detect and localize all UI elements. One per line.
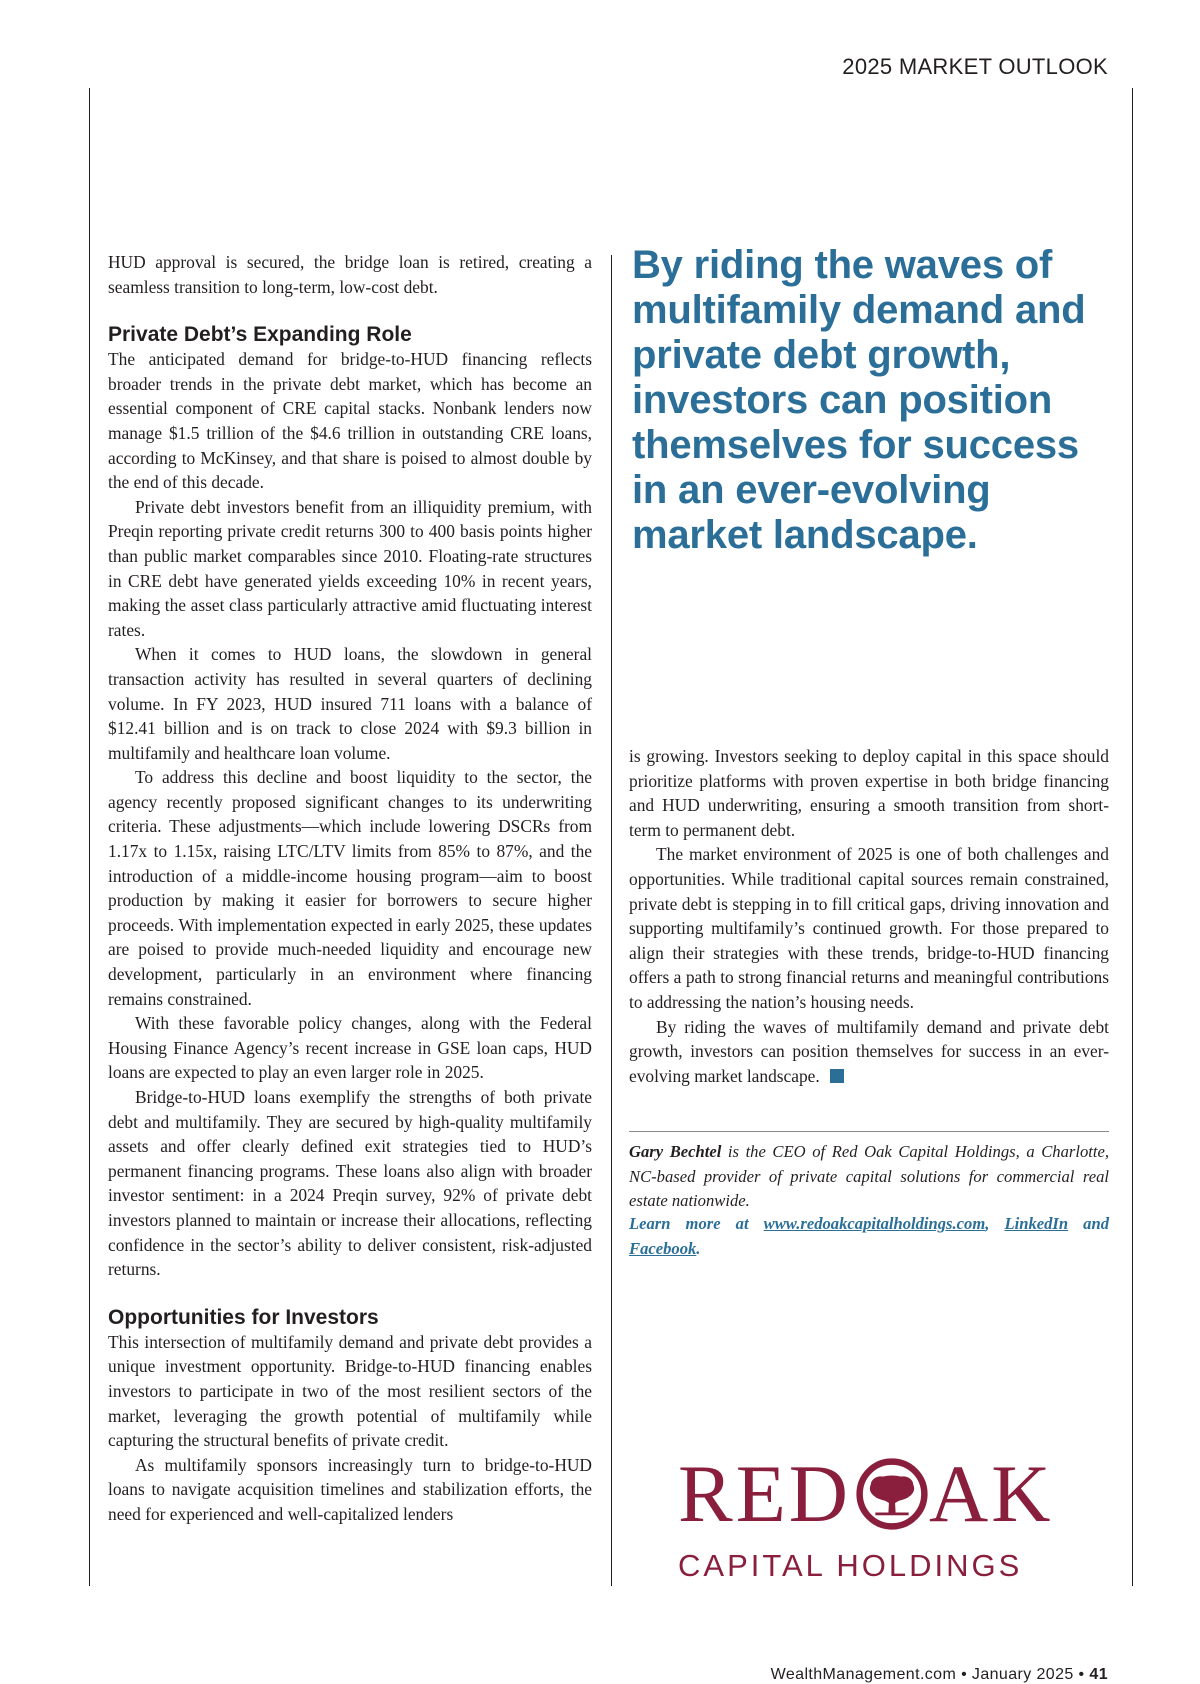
footer-issue: January 2025 xyxy=(971,1666,1074,1683)
footer-site: WealthManagement.com xyxy=(770,1666,957,1683)
website-link[interactable]: www.redoakcapitalholdings.com xyxy=(763,1214,986,1233)
logo-wordmark xyxy=(678,1448,1062,1539)
learn-more-text xyxy=(629,1212,1109,1261)
page-number: 41 xyxy=(1089,1666,1108,1683)
page-footer xyxy=(771,1666,1108,1684)
footer-separator: • xyxy=(1073,1666,1090,1683)
oak-tree-icon xyxy=(855,1457,929,1531)
closing-text: By riding the waves of multifamily demand and private debt growth, investors can position themselves for success in an ever-evolving market landscape. xyxy=(629,1016,1109,1086)
logo-subtitle: CAPITAL HOLDINGS xyxy=(678,1548,1023,1583)
conjunction: and xyxy=(1068,1214,1109,1233)
right-margin-rule xyxy=(1132,88,1133,1586)
paragraph: To address this decline and boost liquidity to the sector, the agency recently proposed significant changes to its underwriting criteria. These adjustments—which include lowering DSCRs from 1.17x to 1.15x, raising LTC/LTV limits from 85% to 87%, and the introduction of a middle-income housing program—aim to boost production by making it easier for borrowers to secure higher proceeds. With implementation expected in early 2025, these updates are poised to provide much-needed liquidity and encourage new development, particularly in an environment where financing remains constrained. xyxy=(108,767,592,1009)
author-name: Gary Bechtel xyxy=(629,1142,722,1161)
left-margin-rule xyxy=(89,88,90,1586)
period: . xyxy=(696,1238,701,1258)
pull-quote: By riding the waves of multifamily demand and private debt growth, investors can position themselves for success in an ever-evolving market landscape. xyxy=(632,243,1086,557)
section-title: 2025 MARKET OUTLOOK xyxy=(842,54,1108,79)
bio-divider xyxy=(629,1131,1109,1132)
column-divider-rule xyxy=(611,255,612,1586)
right-column xyxy=(629,744,1109,1088)
linkedin-link[interactable]: LinkedIn xyxy=(1004,1214,1069,1233)
logo-text-right: AK xyxy=(929,1448,1054,1539)
section-heading: Private Debt’s Expanding Role xyxy=(108,323,412,347)
bio-text xyxy=(629,1140,1109,1214)
separator: , xyxy=(985,1214,1005,1233)
author-bio xyxy=(629,1140,1109,1214)
footer-separator: • xyxy=(956,1666,972,1683)
paragraph: As multifamily sponsors increasingly turn to bridge-to-HUD loans to navigate acquisition timelines and stabilization efforts, the need for experienced and well-capitalized lenders xyxy=(108,1454,592,1524)
red-oak-logo xyxy=(678,1448,1062,1584)
logo-text-left: RED xyxy=(678,1448,851,1539)
facebook-link[interactable]: Facebook xyxy=(629,1238,697,1258)
paragraph: With these favorable policy changes, along with the Federal Housing Finance Agency’s recent increase in GSE loan caps, HUD loans are expected to play an even larger role in 2025. xyxy=(108,1013,592,1083)
bio-description: is the CEO of Red Oak Capital Holdings, a Charlotte, NC-based provider of private capital solutions for commercial real estate nationwide. xyxy=(629,1142,1109,1211)
paragraph: The anticipated demand for bridge-to-HUD financing reflects broader trends in the private debt market, which has become an essential component of CRE capital stacks. Nonbank lenders now manage $1.5 trillion of the $4.6 trillion in outstanding CRE loans, according to McKinsey, and that share is poised to almost double by the end of this decade. xyxy=(108,349,592,493)
learn-more xyxy=(629,1212,1109,1261)
paragraph: This intersection of multifamily demand and private debt provides a unique investment opportunity. Bridge-to-HUD financing enables investors to participate in two of the most resilient sectors of the market, leveraging the growth potential of multifamily while capturing the structural benefits of private credit. xyxy=(108,1331,592,1451)
end-mark-icon xyxy=(830,1069,844,1083)
paragraph: Bridge-to-HUD loans exemplify the strengths of both private debt and multifamily. They are secured by high-quality multifamily assets and offer clearly defined exit strategies tied to HUD’s permanent financing programs. These loans also align with broader investor sentiment: in a 2024 Preqin survey, 92% of private debt investors planned to maintain or increase their allocations, reflecting confidence in the sector’s ability to deliver consistent, risk-adjusted returns. xyxy=(108,1087,592,1280)
paragraph: Private debt investors benefit from an illiquidity premium, with Preqin reporting private credit returns 300 to 400 basis points higher than public market comparables since 2010. Floating-rate structures in CRE debt have generated yields exceeding 10% in recent years, making the asset class particularly attractive amid fluctuating interest rates. xyxy=(108,496,592,640)
section-heading: Opportunities for Investors xyxy=(108,1305,379,1329)
paragraph: HUD approval is secured, the bridge loan is retired, creating a seamless transition to long-term, low-cost debt. xyxy=(108,252,592,297)
paragraph xyxy=(629,1015,1109,1089)
paragraph: is growing. Investors seeking to deploy capital in this space should prioritize platforms with proven expertise in both bridge financing and HUD underwriting, ensuring a smooth transition from short-term to permanent debt. xyxy=(629,746,1109,840)
paragraph: The market environment of 2025 is one of both challenges and opportunities. While traditional capital sources remain constrained, private debt is stepping in to fill critical gaps, driving innovation and supporting multifamily’s continued growth. For those prepared to align their strategies with these trends, bridge-to-HUD financing offers a path to strong financial returns and meaningful contributions to addressing the nation’s housing needs. xyxy=(629,844,1109,1012)
paragraph: When it comes to HUD loans, the slowdown in general transaction activity has resulted in several quarters of declining volume. In FY 2023, HUD insured 711 loans with a balance of $12.41 billion and is on track to close 2024 with $9.3 billion in multifamily and healthcare loan volume. xyxy=(108,644,592,763)
left-column xyxy=(108,250,592,1527)
learn-more-prefix: Learn more at xyxy=(629,1214,764,1233)
